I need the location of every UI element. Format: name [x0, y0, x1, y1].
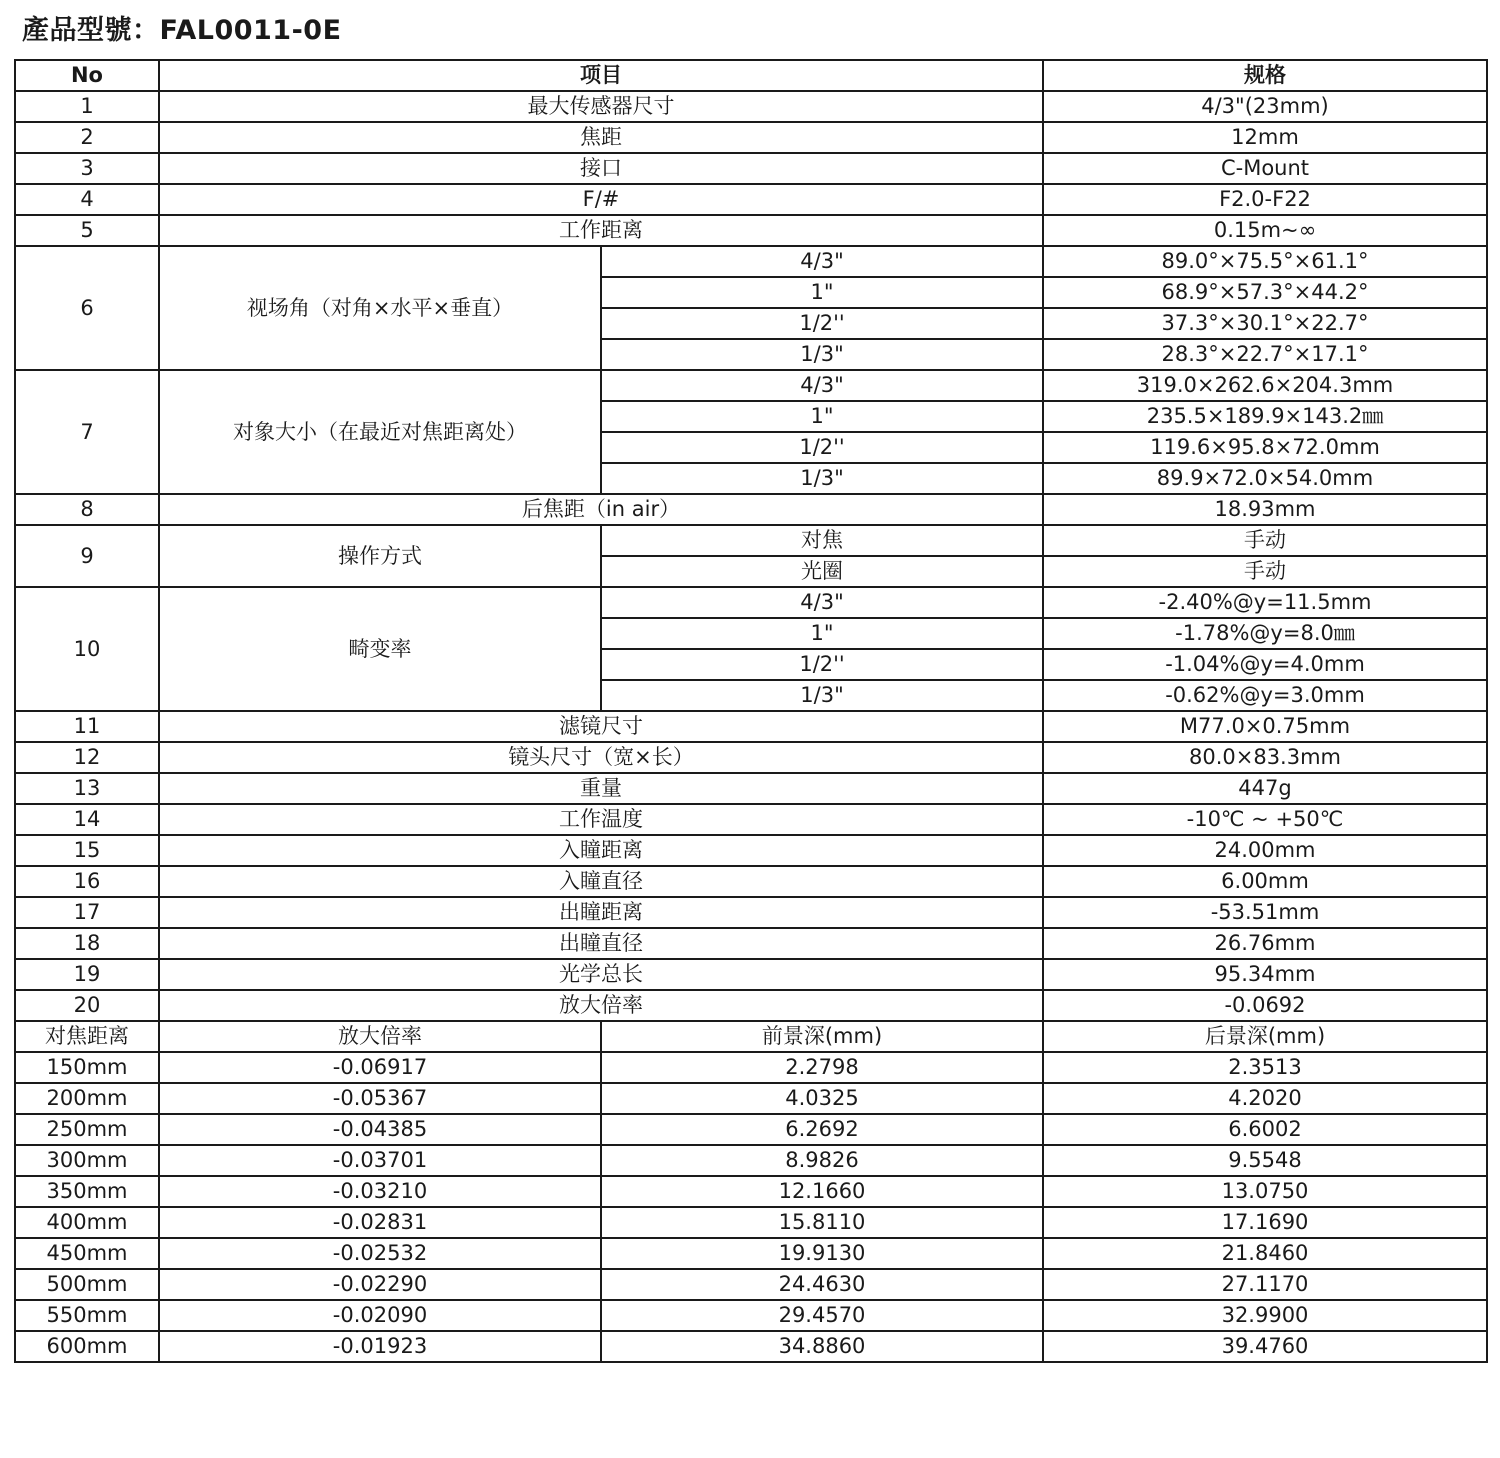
row-value: 235.5×189.9×143.2㎜ — [1043, 401, 1487, 432]
dof-cell: 12.1660 — [601, 1176, 1043, 1207]
dof-row — [15, 1114, 1487, 1145]
row-number: 5 — [15, 215, 159, 246]
spec-row — [15, 370, 1487, 401]
spec-row — [15, 525, 1487, 556]
dof-cell: 300mm — [15, 1145, 159, 1176]
row-number: 20 — [15, 990, 159, 1021]
dof-cell: 17.1690 — [1043, 1207, 1487, 1238]
row-item: 工作温度 — [159, 804, 1043, 835]
dof-cell: 200mm — [15, 1083, 159, 1114]
row-subitem: 1" — [601, 618, 1043, 649]
row-item: 操作方式 — [159, 525, 601, 587]
row-number: 12 — [15, 742, 159, 773]
row-item: 视场角（对角×水平×垂直） — [159, 246, 601, 370]
dof-row — [15, 1207, 1487, 1238]
row-value: -1.04%@y=4.0mm — [1043, 649, 1487, 680]
dof-cell: 8.9826 — [601, 1145, 1043, 1176]
row-value: 26.76mm — [1043, 928, 1487, 959]
row-number: 17 — [15, 897, 159, 928]
row-value: 319.0×262.6×204.3mm — [1043, 370, 1487, 401]
spec-row — [15, 494, 1487, 525]
dof-cell: 400mm — [15, 1207, 159, 1238]
row-number: 13 — [15, 773, 159, 804]
row-value: -0.62%@y=3.0mm — [1043, 680, 1487, 711]
row-subitem: 1/3" — [601, 463, 1043, 494]
row-value: 手动 — [1043, 556, 1487, 587]
dof-cell: 150mm — [15, 1052, 159, 1083]
row-number: 8 — [15, 494, 159, 525]
spec-row — [15, 773, 1487, 804]
row-value: 119.6×95.8×72.0mm — [1043, 432, 1487, 463]
spec-row — [15, 184, 1487, 215]
row-number: 15 — [15, 835, 159, 866]
row-value: 447g — [1043, 773, 1487, 804]
dof-header-cell: 前景深(mm) — [601, 1021, 1043, 1052]
dof-cell: -0.05367 — [159, 1083, 601, 1114]
dof-cell: 13.0750 — [1043, 1176, 1487, 1207]
row-item: 出瞳距离 — [159, 897, 1043, 928]
dof-cell: 24.4630 — [601, 1269, 1043, 1300]
row-item: 入瞳距离 — [159, 835, 1043, 866]
dof-row — [15, 1052, 1487, 1083]
dof-cell: 2.3513 — [1043, 1052, 1487, 1083]
row-value: 28.3°×22.7°×17.1° — [1043, 339, 1487, 370]
dof-cell: 34.8860 — [601, 1331, 1043, 1362]
header-spec: 规格 — [1043, 60, 1487, 91]
row-subitem: 4/3" — [601, 587, 1043, 618]
row-subitem: 光圈 — [601, 556, 1043, 587]
dof-cell: -0.02831 — [159, 1207, 601, 1238]
row-value: 24.00mm — [1043, 835, 1487, 866]
dof-header-cell: 放大倍率 — [159, 1021, 601, 1052]
dof-header-cell: 后景深(mm) — [1043, 1021, 1487, 1052]
dof-cell: -0.06917 — [159, 1052, 601, 1083]
row-item: 工作距离 — [159, 215, 1043, 246]
row-subitem: 1/3" — [601, 680, 1043, 711]
row-value: 4/3"(23mm) — [1043, 91, 1487, 122]
row-subitem: 4/3" — [601, 246, 1043, 277]
dof-cell: 550mm — [15, 1300, 159, 1331]
dof-row — [15, 1145, 1487, 1176]
row-value: 68.9°×57.3°×44.2° — [1043, 277, 1487, 308]
row-item: 入瞳直径 — [159, 866, 1043, 897]
dof-cell: -0.02090 — [159, 1300, 601, 1331]
dof-cell: 21.8460 — [1043, 1238, 1487, 1269]
dof-cell: -0.01923 — [159, 1331, 601, 1362]
dof-row — [15, 1269, 1487, 1300]
product-model-title: 產品型號：FAL0011-0E — [22, 15, 342, 46]
dof-header-row — [15, 1021, 1487, 1052]
row-item: 光学总长 — [159, 959, 1043, 990]
row-value: 0.15m~∞ — [1043, 215, 1487, 246]
row-item: 重量 — [159, 773, 1043, 804]
spec-row — [15, 959, 1487, 990]
spec-row — [15, 990, 1487, 1021]
row-value: 手动 — [1043, 525, 1487, 556]
dof-cell: 19.9130 — [601, 1238, 1043, 1269]
row-value: M77.0×0.75mm — [1043, 711, 1487, 742]
row-number: 11 — [15, 711, 159, 742]
dof-cell: -0.03701 — [159, 1145, 601, 1176]
dof-cell: 4.0325 — [601, 1083, 1043, 1114]
row-subitem: 1/2'' — [601, 308, 1043, 339]
dof-cell: -0.02290 — [159, 1269, 601, 1300]
row-number: 10 — [15, 587, 159, 711]
row-item: 对象大小（在最近对焦距离处） — [159, 370, 601, 494]
spec-row — [15, 153, 1487, 184]
dof-cell: 250mm — [15, 1114, 159, 1145]
row-value: 18.93mm — [1043, 494, 1487, 525]
dof-row — [15, 1331, 1487, 1362]
row-subitem: 4/3" — [601, 370, 1043, 401]
row-subitem: 1/2'' — [601, 649, 1043, 680]
row-number: 1 — [15, 91, 159, 122]
row-value: 89.9×72.0×54.0mm — [1043, 463, 1487, 494]
dof-row — [15, 1083, 1487, 1114]
spec-header-row — [15, 60, 1487, 91]
row-number: 2 — [15, 122, 159, 153]
dof-cell: 2.2798 — [601, 1052, 1043, 1083]
row-number: 19 — [15, 959, 159, 990]
row-subitem: 1" — [601, 401, 1043, 432]
row-item: 接口 — [159, 153, 1043, 184]
spec-row — [15, 587, 1487, 618]
row-subitem: 1" — [601, 277, 1043, 308]
spec-table — [14, 59, 1488, 1363]
row-number: 18 — [15, 928, 159, 959]
row-value: C-Mount — [1043, 153, 1487, 184]
row-value: 80.0×83.3mm — [1043, 742, 1487, 773]
dof-cell: 6.6002 — [1043, 1114, 1487, 1145]
row-item: 放大倍率 — [159, 990, 1043, 1021]
row-value: -53.51mm — [1043, 897, 1487, 928]
row-number: 16 — [15, 866, 159, 897]
dof-cell: 9.5548 — [1043, 1145, 1487, 1176]
spec-row — [15, 246, 1487, 277]
spec-table-body — [15, 60, 1487, 1362]
row-number: 4 — [15, 184, 159, 215]
row-item: F/# — [159, 184, 1043, 215]
dof-cell: 4.2020 — [1043, 1083, 1487, 1114]
header-no: No — [15, 60, 159, 91]
row-value: 89.0°×75.5°×61.1° — [1043, 246, 1487, 277]
dof-cell: 6.2692 — [601, 1114, 1043, 1145]
dof-row — [15, 1176, 1487, 1207]
spec-row — [15, 866, 1487, 897]
row-value: -10℃ ~ +50℃ — [1043, 804, 1487, 835]
dof-row — [15, 1238, 1487, 1269]
dof-cell: 27.1170 — [1043, 1269, 1487, 1300]
spec-row — [15, 742, 1487, 773]
row-value: -2.40%@y=11.5mm — [1043, 587, 1487, 618]
row-value: -0.0692 — [1043, 990, 1487, 1021]
header-item: 项目 — [159, 60, 1043, 91]
row-item: 最大传感器尺寸 — [159, 91, 1043, 122]
dof-cell: 15.8110 — [601, 1207, 1043, 1238]
dof-row — [15, 1300, 1487, 1331]
spec-row — [15, 122, 1487, 153]
spec-row — [15, 91, 1487, 122]
row-item: 出瞳直径 — [159, 928, 1043, 959]
row-value: 12mm — [1043, 122, 1487, 153]
row-item: 镜头尺寸（宽×长） — [159, 742, 1043, 773]
spec-row — [15, 215, 1487, 246]
row-value: 95.34mm — [1043, 959, 1487, 990]
row-subitem: 对焦 — [601, 525, 1043, 556]
spec-row — [15, 897, 1487, 928]
dof-cell: -0.02532 — [159, 1238, 601, 1269]
row-number: 14 — [15, 804, 159, 835]
row-number: 7 — [15, 370, 159, 494]
row-item: 后焦距（in air） — [159, 494, 1043, 525]
dof-cell: 29.4570 — [601, 1300, 1043, 1331]
row-item: 滤镜尺寸 — [159, 711, 1043, 742]
dof-cell: 450mm — [15, 1238, 159, 1269]
dof-cell: -0.04385 — [159, 1114, 601, 1145]
row-number: 3 — [15, 153, 159, 184]
row-value: F2.0-F22 — [1043, 184, 1487, 215]
spec-row — [15, 928, 1487, 959]
row-item: 焦距 — [159, 122, 1043, 153]
dof-cell: -0.03210 — [159, 1176, 601, 1207]
spec-row — [15, 835, 1487, 866]
row-subitem: 1/3" — [601, 339, 1043, 370]
row-item: 畸变率 — [159, 587, 601, 711]
row-number: 6 — [15, 246, 159, 370]
row-value: 6.00mm — [1043, 866, 1487, 897]
dof-cell: 32.9900 — [1043, 1300, 1487, 1331]
dof-cell: 600mm — [15, 1331, 159, 1362]
row-number: 9 — [15, 525, 159, 587]
dof-cell: 500mm — [15, 1269, 159, 1300]
row-value: -1.78%@y=8.0㎜ — [1043, 618, 1487, 649]
dof-cell: 350mm — [15, 1176, 159, 1207]
spec-row — [15, 711, 1487, 742]
row-subitem: 1/2'' — [601, 432, 1043, 463]
dof-cell: 39.4760 — [1043, 1331, 1487, 1362]
spec-row — [15, 804, 1487, 835]
dof-header-cell: 对焦距离 — [15, 1021, 159, 1052]
row-value: 37.3°×30.1°×22.7° — [1043, 308, 1487, 339]
